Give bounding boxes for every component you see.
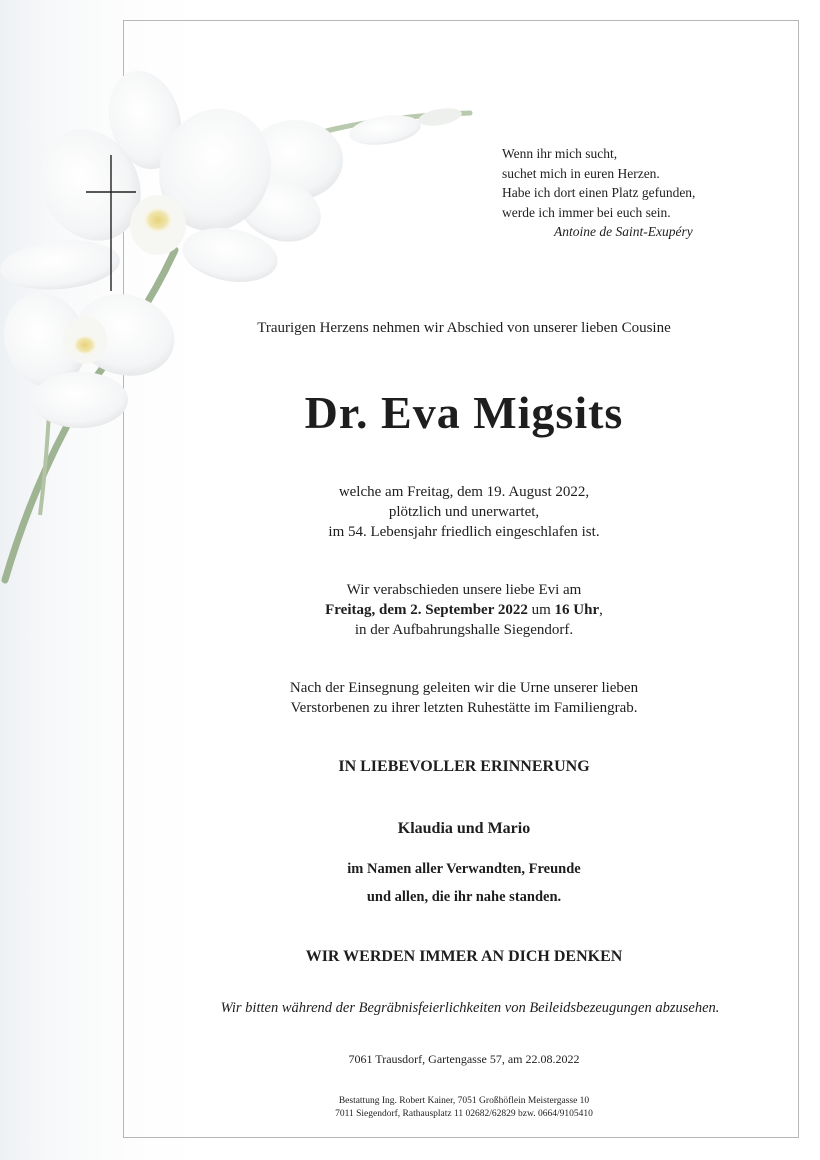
- death-notice: [130, 482, 798, 542]
- poem-line: werde ich immer bei euch sein.: [502, 204, 671, 220]
- intro-text: Traurigen Herzens nehmen wir Abschied von unserer lieben Cousine: [257, 320, 671, 336]
- funeral-notice: [130, 580, 798, 640]
- death-line: plötzlich und unerwartet,: [388, 504, 540, 520]
- family-line: im Namen aller Verwandten, Freunde: [347, 861, 581, 877]
- funeral-um: um: [527, 602, 555, 618]
- closing-heading: WIR WERDEN IMMER AN DICH DENKEN: [305, 948, 623, 965]
- urn-notice: [130, 678, 798, 718]
- death-line: welche am Freitag, dem 19. August 2022,: [338, 484, 590, 500]
- death-line: im 54. Lebensjahr friedlich eingeschlafen ist.: [328, 524, 600, 540]
- poem-author: Antoine de Saint-Exupéry: [554, 224, 693, 239]
- deceased-name: Dr. Eva Migsits: [304, 387, 624, 438]
- memory-heading: IN LIEBEVOLLER ERINNERUNG: [338, 758, 590, 775]
- undertaker-line: 7011 Siegendorf, Rathausplatz 11 02682/62829 bzw. 0664/9105410: [335, 1109, 593, 1119]
- poem-quote: [502, 144, 695, 242]
- funeral-date: Freitag, dem 2. September 2022: [325, 602, 528, 618]
- funeral-comma: ,: [599, 602, 603, 618]
- undertaker-line: Bestattung Ing. Robert Kainer, 7051 Großhöflein Meistergasse 10: [338, 1096, 590, 1106]
- funeral-location: in der Aufbahrungshalle Siegendorf.: [354, 622, 574, 638]
- funeral-line: Wir verabschieden unsere liebe Evi am: [346, 582, 582, 598]
- family-line: und allen, die ihr nahe standen.: [366, 889, 562, 905]
- condolence-request: Wir bitten während der Begräbnisfeierlichkeiten von Beileidsbezeugungen abzusehen.: [220, 1000, 720, 1016]
- urn-line: Nach der Einsegnung geleiten wir die Urne unserer lieben: [289, 680, 639, 696]
- place-date: 7061 Trausdorf, Gartengasse 57, am 22.08.2022: [348, 1052, 580, 1066]
- funeral-time: 16 Uhr: [554, 602, 600, 618]
- poem-line: Habe ich dort einen Platz gefunden,: [502, 185, 696, 200]
- urn-line: Verstorbenen zu ihrer letzten Ruhestätte im Familiengrab.: [290, 700, 638, 716]
- poem-line: suchet mich in euren Herzen.: [502, 165, 660, 181]
- mourners-names: Klaudia und Mario: [397, 820, 531, 837]
- funeral-date-line: [130, 600, 798, 620]
- poem-line: Wenn ihr mich sucht,: [502, 146, 618, 161]
